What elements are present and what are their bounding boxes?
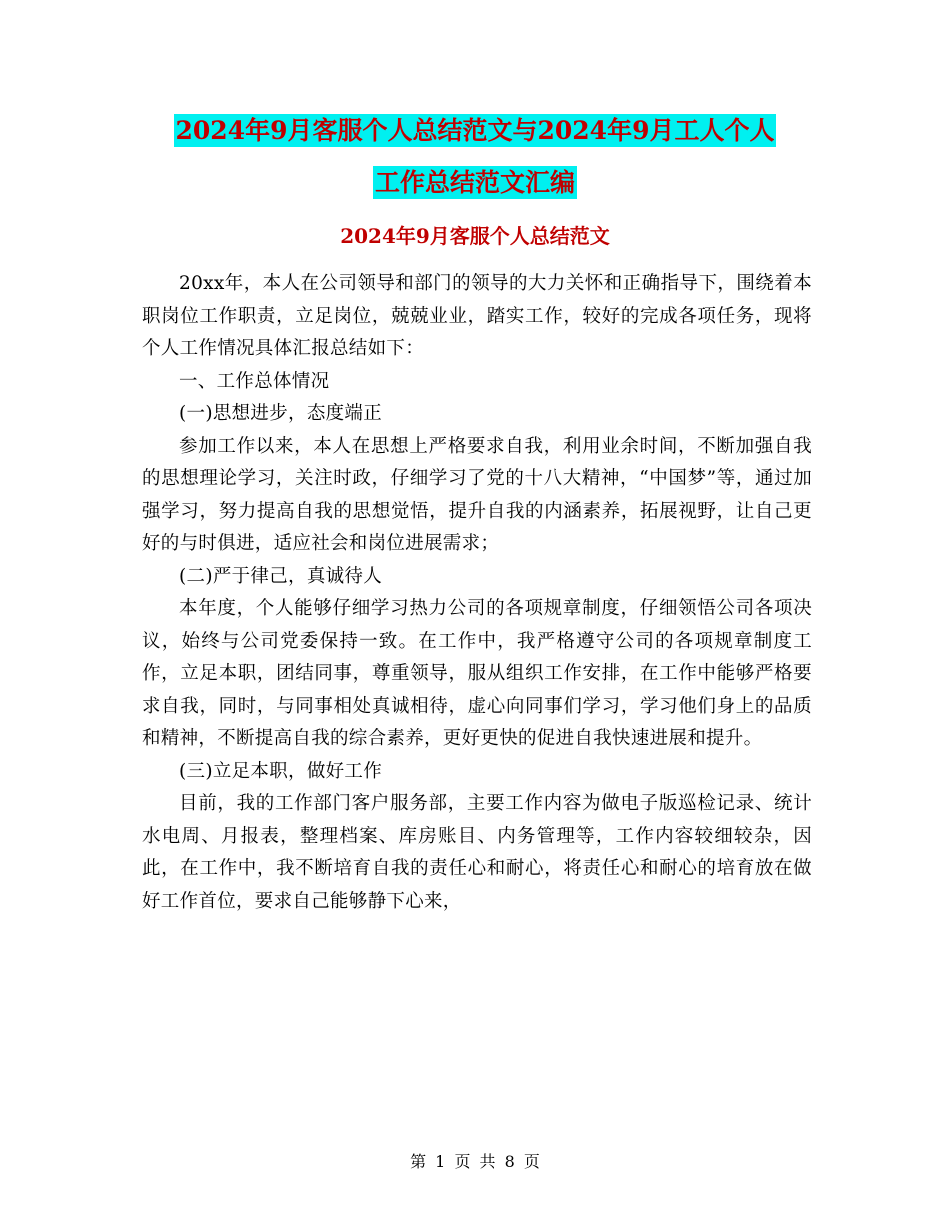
title-line-2-text: 工作总结范文汇编 xyxy=(374,168,575,197)
body-text xyxy=(142,268,812,918)
paragraph-1: 参加工作以来，本人在思想上严格要求自我，利用业余时间，不断加强自我的思想理论学习，关注时政，仔细学习了党的十八大精神，“中国梦”等，通过加强学习，努力提高自我的思想觉悟，提升自我的内涵素养，拓展视野，让自己更好的与时俱进，适应社会和岗位进展需求； xyxy=(142,435,812,554)
title-line-2 xyxy=(0,160,950,206)
title-line-1 xyxy=(0,108,950,154)
paragraph-intro: 20xx年，本人在公司领导和部门的领导的大力关怀和正确指导下，围绕着本职岗位工作职责，立足岗位，兢兢业业，踏实工作，较好的完成各项任务，现将个人工作情况具体汇报总结如下： xyxy=(142,273,812,359)
heading-work-overview: 一、工作总体情况 xyxy=(179,370,330,392)
paragraph-3: 目前，我的工作部门客户服务部，主要工作内容为做电子版巡检记录、统计水电周、月报表，整理档案、库房账目、内务管理等，工作内容较细较杂，因此，在工作中，我不断培育自我的责任心和耐心，将责任心和耐心的培育放在做好工作首位，要求自己能够静下心来， xyxy=(142,793,812,912)
paragraph-2: 本年度，个人能够仔细学习热力公司的各项规章制度，仔细领悟公司各项决议，始终与公司党委保持一致。在工作中，我严格遵守公司的各项规章制度工作，立足本职，团结同事，尊重领导，服从组织工作安排，在工作中能够严格要求自我，同时，与同事相处真诚相待，虚心向同事们学习，学习他们身上的品质和精神，不断提高自我的综合素养，更好更快的促进自我快速进展和提升。 xyxy=(142,598,812,749)
title-line-1-text: 2024年9月客服个人总结范文与2024年9月工人个人 xyxy=(175,116,775,145)
subheading-2: (二)严于律己，真诚待人 xyxy=(179,565,383,587)
subheading-1: (一)思想进步，态度端正 xyxy=(179,403,383,424)
document-title xyxy=(0,108,950,206)
subheading-3: (三)立足本职，做好工作 xyxy=(179,760,383,782)
page-footer: 第 1 页 共 8 页 xyxy=(410,1152,540,1171)
section-title: 2024年9月客服个人总结范文 xyxy=(340,224,610,248)
